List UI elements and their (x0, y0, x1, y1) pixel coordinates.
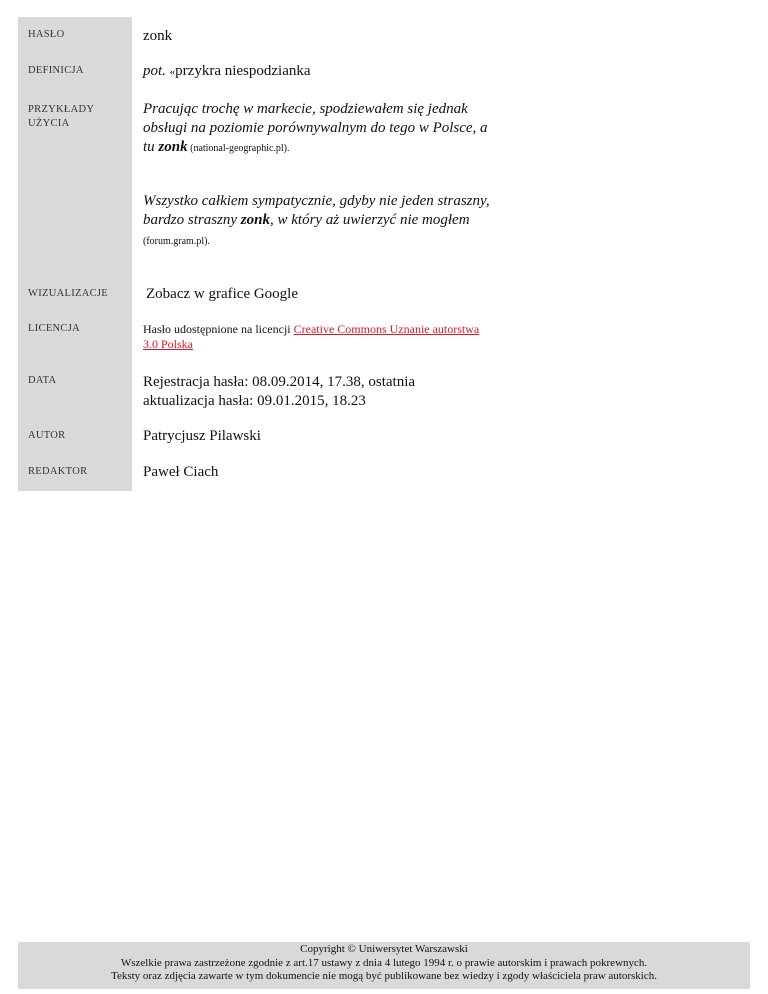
author: Patrycjusz Pilawski (143, 428, 261, 444)
headword: zonk (143, 28, 173, 44)
label-column-background (18, 17, 132, 491)
example-text: Wszystko całkiem sympatycznie, gdyby nie jeden straszny, bardzo straszny (143, 193, 490, 228)
definition-label: DEFINICJA (28, 65, 84, 76)
definition-text: przykra niespodzianka (175, 63, 311, 79)
date-text: Rejestracja hasła: 08.09.2014, 17.38, ostatnia aktualizacja hasła: 09.01.2015, 18.23 (143, 374, 416, 409)
editor: Paweł Ciach (143, 464, 219, 480)
example-source: (national-geographic.pl). (187, 143, 290, 154)
examples-label (28, 103, 94, 131)
date-label: DATA (28, 375, 57, 386)
example-source: (forum.gram.pl). (143, 236, 210, 247)
visualizations-label: WIZUALIZACJE (28, 288, 108, 299)
editor-label: REDAKTOR (28, 466, 88, 477)
rights-line: Wszelkie prawa zastrzeżone zgodnie z art.17 ustawy z dnia 4 lutego 1994 r. o prawie autorskim i prawach pokrewnych. (120, 956, 648, 969)
license-prefix: Hasło udostępnione na licencji (143, 322, 294, 336)
usage-example (143, 100, 493, 158)
author-label: AUTOR (28, 430, 66, 441)
example-text-after: , w który aż uwierzyć nie mogłem (269, 212, 470, 228)
license-label: LICENCJA (28, 323, 80, 334)
definition (143, 62, 311, 82)
definition-marker: « (169, 66, 176, 78)
usage-example (143, 192, 493, 251)
example-keyword: zonk (240, 212, 270, 228)
examples-label-line2: UŻYCIA (28, 118, 70, 129)
example-text: Pracując trochę w markecie, spodziewałem się jednak obsługi na poziomie porównywalnym do tego w Polsce, a tu (143, 101, 488, 155)
example-keyword: zonk (158, 139, 188, 155)
license-text (143, 322, 483, 352)
examples-label-line1: PRZYKŁADY (28, 104, 95, 115)
copyright-line: Copyright © Uniwersytet Warszawski (300, 943, 468, 955)
copyright-footer (18, 942, 750, 989)
publication-notice-line: Teksty oraz zdjęcia zawarte w tym dokumencie nie mogą być publikowane bez wiedzy i zgody właściciela praw autorskich. (111, 970, 657, 982)
headword-label: HASŁO (28, 29, 65, 40)
google-images-link[interactable]: Zobacz w grafice Google (146, 286, 299, 302)
definition-register: pot. (143, 63, 166, 79)
license-link[interactable]: Creative Commons Uznanie autorstwa 3.0 Polska (143, 322, 480, 351)
